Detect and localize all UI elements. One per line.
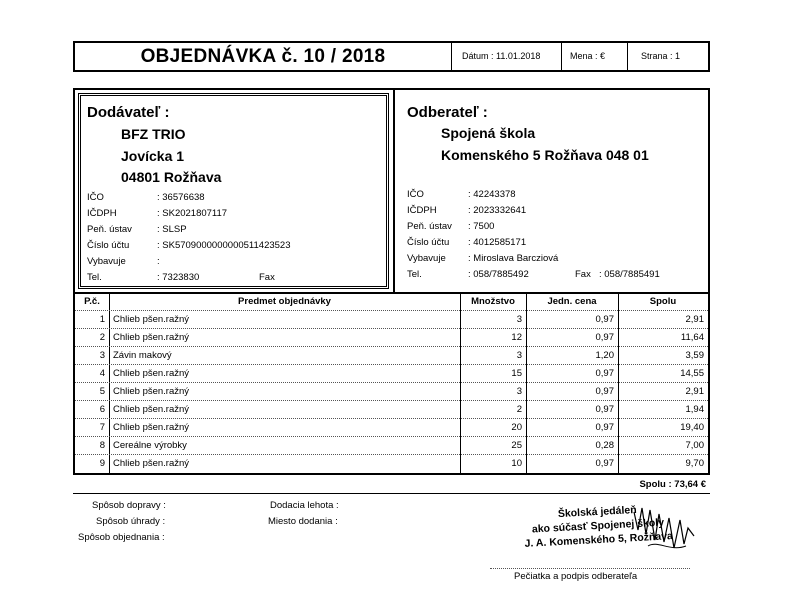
total-underline [73,493,710,494]
customer-contact-label: Vybavuje [407,253,446,264]
order-page: Strana : 1 [627,43,708,70]
supplier-street: Jovícka 1 [121,148,185,164]
row-unit-price: 0,97 [595,458,614,469]
column-header-unit-price: Jedn. cena [547,296,597,307]
table-row [75,400,708,419]
row-item: Chlieb pšen.ražný [113,368,190,379]
row-quantity: 12 [511,332,522,343]
row-total: 11,64 [680,332,704,343]
customer-icdph-label: IČDPH [407,205,437,216]
row-quantity: 25 [511,440,522,451]
customer-address: Komenského 5 Rožňava 048 01 [441,147,649,163]
column-header-total: Spolu [649,296,677,307]
row-quantity: 15 [511,368,522,379]
customer-fax-value: : 058/7885491 [599,269,660,280]
column-header-index: P.č. [84,296,100,307]
supplier-tel-value: : 7323830 [157,272,200,283]
row-quantity: 10 [511,458,522,469]
customer-account-label: Číslo účtu [407,237,450,248]
row-item: Chlieb pšen.ražný [113,404,190,415]
row-item: Chlieb pšen.ražný [113,386,190,397]
table-row [75,346,708,365]
delivery-date-label: Dodacia lehota : [270,500,339,511]
supplier-contact-value: : [157,256,160,267]
supplier-icdph-value: : SK2021807117 [157,208,228,219]
row-index: 7 [99,422,105,433]
table-row [75,418,708,437]
row-unit-price: 0,97 [595,314,614,325]
table-row [75,328,708,347]
row-quantity: 3 [516,350,522,361]
row-quantity: 20 [511,422,522,433]
column-header-item: Predmet objednávky [238,296,331,307]
supplier-box [78,93,389,289]
supplier-bank-label: Peň. ústav [87,224,132,235]
table-row [75,454,708,473]
row-item: Chlieb pšen.ražný [113,314,190,325]
order-currency: Mena : € [561,43,627,70]
signature-line [490,568,690,569]
row-item: Chlieb pšen.ražný [113,458,190,469]
customer-contact-value: : Miroslava Barcziová [468,253,559,264]
payment-label: Spôsob úhrady : [96,516,166,527]
row-item: Závin makový [113,350,172,361]
supplier-tel-label: Tel. [87,272,102,283]
supplier-heading: Dodávateľ : [87,104,170,121]
parties-divider [393,90,395,294]
customer-ico-value: : 42243378 [468,189,516,200]
customer-name: Spojená škola [441,125,536,141]
order-date: Dátum : 11.01.2018 [451,43,561,70]
row-total: 2,91 [685,314,704,325]
customer-account-value: : 4012585171 [468,237,527,248]
customer-ico-label: IČO [407,189,424,200]
row-unit-price: 0,97 [595,422,614,433]
customer-fax-label: Fax [575,269,591,280]
handwritten-signature [628,500,698,560]
supplier-ico-value: : 36576638 [157,192,205,203]
row-index: 2 [99,332,105,343]
supplier-name: BFZ TRIO [121,126,186,142]
row-index: 6 [99,404,105,415]
row-index: 1 [99,314,105,325]
customer-tel-label: Tel. [407,269,422,280]
parties-section [73,88,710,292]
customer-bank-label: Peň. ústav [407,221,452,232]
table-row [75,382,708,401]
row-index: 8 [99,440,105,451]
supplier-account-label: Číslo účtu [87,240,130,251]
row-unit-price: 1,20 [595,350,614,361]
customer-icdph-value: : 2023332641 [468,205,527,216]
transport-label: Spôsob dopravy : [92,500,166,511]
supplier-fax-label: Fax [259,272,275,283]
supplier-contact-label: Vybavuje [87,256,126,267]
signature-caption: Pečiatka a podpis odberateľa [514,571,638,582]
row-index: 3 [99,350,105,361]
supplier-ico-label: IČO [87,192,104,203]
supplier-bank-value: : SLSP [157,224,187,235]
row-unit-price: 0,28 [595,440,614,451]
row-index: 5 [99,386,105,397]
row-unit-price: 0,97 [595,332,614,343]
delivery-place-label: Miesto dodania : [268,516,338,527]
order-total-box [460,477,710,494]
order-total: Spolu : 73,64 € [639,479,706,490]
row-total: 2,91 [685,386,704,397]
row-quantity: 3 [516,314,522,325]
column-header-quantity: Množstvo [471,296,515,307]
row-quantity: 3 [516,386,522,397]
row-total: 1,94 [685,404,704,415]
ordering-label: Spôsob objednania : [78,532,165,543]
table-row [75,436,708,455]
row-total: 9,70 [685,458,704,469]
row-item: Chlieb pšen.ražný [113,332,190,343]
customer-tel-value: : 058/7885492 [468,269,529,280]
row-total: 3,59 [685,350,704,361]
supplier-account-value: : SK5709000000000511423523 [157,240,291,251]
customer-heading: Odberateľ : [407,104,488,121]
stamp-line: Školská jedáleň [557,503,637,521]
customer-bank-value: : 7500 [468,221,495,232]
stamp-line: J. A. Komenského 5, Rožňava [524,530,674,550]
row-item: Chlieb pšen.ražný [113,422,190,433]
row-unit-price: 0,97 [595,368,614,379]
row-total: 19,40 [680,422,704,433]
row-total: 7,00 [685,440,704,451]
order-header [73,41,710,72]
row-total: 14,55 [680,368,704,379]
supplier-icdph-label: IČDPH [87,208,117,219]
row-index: 4 [99,368,105,379]
row-item: Cereálne výrobky [113,440,187,451]
table-row [75,364,708,383]
supplier-city: 04801 Rožňava [121,169,222,185]
row-unit-price: 0,97 [595,404,614,415]
order-title: OBJEDNÁVKA č. 10 / 2018 [140,46,386,67]
row-quantity: 2 [516,404,522,415]
table-row [75,310,708,329]
stamp-line: ako súčasť Spojenej školy [531,516,665,536]
row-unit-price: 0,97 [595,386,614,397]
row-index: 9 [99,458,105,469]
items-table [73,292,710,475]
